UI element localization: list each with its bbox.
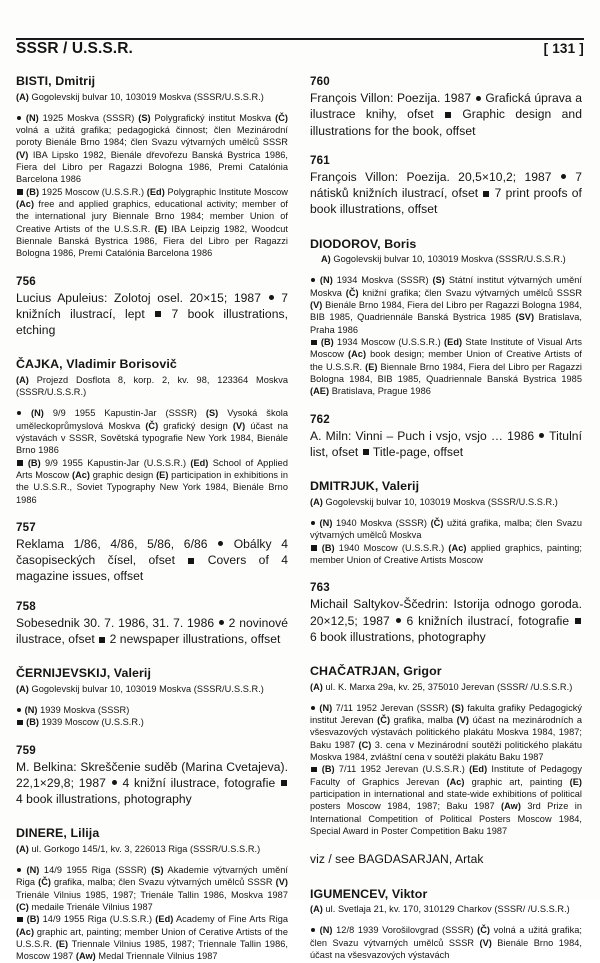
spacer — [16, 807, 288, 826]
address-label: (A) — [16, 374, 29, 385]
bullet-dot-icon — [17, 116, 21, 120]
spacer — [16, 506, 288, 520]
bio-czech-text: (N) 1940 Moskva (SSSR) (Č) užitá grafika, malba; člen Svazu výtvarných umělců Moskva — [310, 517, 582, 541]
work-description — [16, 759, 288, 808]
bullet-square-icon — [155, 311, 161, 317]
bio-english-text: (B) 9/9 1955 Kapustin-Jar (U.S.S.R.) (Ed) School of Applied Arts Moscow (Ac) graphic design (E) participation in exhibitions in the U.S.S.R., Soviet Typography New York 1984, Bienále Brno 1986 — [16, 457, 288, 505]
catalog-entry-person — [310, 237, 582, 398]
work-number: 756 — [16, 274, 36, 288]
work-title-cs: Reklama 1/86, 4/86, 5/86, 6/86 — [16, 536, 208, 551]
spacer — [310, 566, 582, 580]
work-description — [310, 90, 582, 139]
bio-english — [310, 542, 582, 567]
person-address — [310, 253, 582, 265]
spacer — [310, 837, 582, 851]
person-name: IGUMENCEV, Viktor — [310, 886, 428, 901]
catalog-entry-work — [310, 153, 582, 218]
bullet-square-icon — [17, 189, 23, 195]
work-detail-en: Graphic design and illustrations for the book, offset — [310, 107, 582, 138]
spacer — [16, 103, 288, 112]
page-number: [ 131 ] — [543, 41, 584, 56]
spacer — [310, 508, 582, 517]
bullet-square-icon — [17, 460, 23, 466]
address-text: Gogolevskij bulvar 10, 103019 Moskva (SSSR/U.S.S.R.) — [325, 496, 558, 507]
spacer — [310, 265, 582, 274]
spacer — [16, 585, 288, 599]
bio-czech — [310, 702, 582, 764]
person-name: ČERNIJEVSKIJ, Valerij — [16, 666, 152, 681]
bio-english — [16, 716, 288, 728]
person-name: DIODOROV, Boris — [310, 236, 417, 251]
address-label: (A) — [16, 843, 29, 854]
bio-english-text: (B) 7/11 1952 Jerevan (U.S.S.R.) (Ed) Institute of Pedagogy Faculty of Graphics Jerevan (Ac) graphic art, painting (E) participation in international and state-wide exhibitions of political posters Moscow 1984, 1987; Baku 1987 (Aw) 3rd Prize in International Competition of Political Posters Moscow 1984, Special Award in Poster Competition Baku 1987 — [310, 764, 582, 836]
address-text: Gogolevskij bulvar 10, 103019 Moskva (SSSR/U.S.S.R.) — [31, 91, 264, 102]
bio-czech-text: (N) 12/8 1939 Vorošilovgrad (SSSR) (Č) volná a užitá grafika; člen Svazu výtvarných umělců SSSR (V) Bienále Brno 1984, účast na všesvazových výstavách — [310, 925, 582, 960]
work-detail-cs: 2 novinové ilustrace, ofset — [16, 615, 289, 647]
page-header — [16, 41, 584, 63]
work-number: 763 — [310, 581, 330, 595]
bio-english-text: (B) 1940 Moscow (U.S.S.R.) (Ac) applied graphics, painting; member Union of Creative Artists Moscow — [310, 542, 583, 565]
catalog-entry-work — [310, 412, 582, 461]
bullet-square-icon — [281, 780, 287, 786]
bullet-dot-icon — [311, 521, 315, 525]
page-title: SSSR / U.S.S.R. — [16, 40, 133, 57]
catalog-entry-person — [310, 887, 582, 962]
bullet-square-icon — [188, 558, 194, 564]
address-label: A) — [321, 254, 331, 265]
spacer — [310, 645, 582, 664]
person-address — [16, 843, 288, 855]
bullet-dot-icon — [311, 706, 315, 710]
bullet-dot-icon — [539, 433, 544, 438]
person-address — [16, 91, 288, 103]
spacer — [310, 693, 582, 702]
address-label: (A) — [310, 681, 323, 692]
work-detail-cs: Obálky 4 časopiseckých čísel, ofset — [16, 536, 288, 568]
person-name: ČAJKA, Vladimir Borisovič — [16, 357, 177, 372]
work-description — [16, 536, 288, 585]
person-name: DINERE, Lilija — [16, 826, 100, 841]
bullet-square-icon — [17, 720, 23, 726]
bio-czech — [16, 112, 288, 186]
person-address — [310, 681, 582, 693]
bio-czech — [16, 407, 288, 456]
bullet-dot-icon — [17, 708, 21, 712]
catalog-entry-work — [16, 274, 288, 339]
person-address — [16, 374, 288, 398]
bio-czech — [310, 274, 582, 336]
right-column — [310, 74, 583, 960]
spacer — [310, 915, 582, 924]
catalog-entry-work — [310, 580, 582, 645]
person-address — [310, 903, 582, 915]
bullet-dot-icon — [269, 295, 274, 300]
bullet-dot-icon — [476, 96, 481, 101]
catalog-entry-person — [310, 664, 582, 837]
work-detail-cs: 7 knižních ilustrací, lept — [16, 290, 288, 321]
catalog-entry-person — [16, 357, 288, 505]
work-detail-cs: 6 knižních ilustrací, fotografie — [406, 613, 570, 628]
work-detail-en: Title-page, offset — [372, 444, 464, 459]
bullet-square-icon — [311, 340, 317, 346]
catalog-entry-person — [16, 826, 288, 962]
work-description — [16, 290, 288, 339]
bio-czech-text: (N) 14/9 1955 Riga (SSSR) (S) Akademie výtvarných umění Riga (Č) grafika, malba; člen Svazu výtvarných umělců SSSR (V) Trienále Vilnius 1985, 1987; Trienále Tallin 1986, Moskva 1987 (C) medaile Trienále Vilnius 1987 — [16, 865, 288, 913]
work-detail-en: 2 newspaper illustrations, offset — [109, 632, 281, 647]
bullet-dot-icon — [311, 278, 315, 282]
spacer — [16, 855, 288, 864]
work-detail-en: 7 book illustrations, etching — [16, 306, 288, 338]
bio-english-text: (B) 1939 Moscow (U.S.S.R.) — [26, 717, 144, 728]
bullet-square-icon — [575, 618, 581, 624]
bio-czech-text: (N) 7/11 1952 Jerevan (SSSR) (S) fakulta grafiky Pedagogický institut Jerevan (Č) grafika, malba (V) účast na mezinárodních a všesvazových výstavách politického plakátu Moskva 1984, 1987; Baku 1987 (C) 3. cena v Mezinárodní soutěži politického plakátu Moskva 1984, zvláštní cena v soutěži plakátu Baku 1987 — [310, 702, 582, 762]
bio-czech — [310, 517, 582, 542]
bullet-square-icon — [99, 637, 105, 643]
work-number: 757 — [16, 520, 36, 534]
spacer — [310, 460, 582, 479]
bio-czech-text: (N) 1925 Moskva (SSSR) (S) Polygrafický institut Moskva (Č) volná a užitá grafika; pedagogická činnost; člen Mezinárodní poroty Bienále Brno 1984; člen Svazu výtvarných umělců SSSR (V) IBA Lipsko 1982, Bienále dřevořezu Banská Bystrica 1986, Fiera del Libro per Ragazzi Bologna 1986, Premi Catalónia Barcelona 1986 — [16, 112, 288, 185]
bio-english-text: (B) 1925 Moscow (U.S.S.R.) (Ed) Polygraphic Institute Moscow (Ac) free and applied graphics, educational activity; member of the international jury Biennale Brno 1984; member Union of Creative Artists of the U.S.S.R. (E) IBA Leipzig 1982, Woodcut Biennale Banská Bystrica 1986, Fiera del Libro per Ragazzi Bologna 1986, Premi Catalónia Barcelona 1986 — [16, 186, 288, 259]
work-number: 761 — [310, 153, 330, 167]
address-label: (A) — [16, 683, 29, 694]
spacer — [16, 260, 288, 274]
address-text: Gogolevskij bulvar 10, 103019 Moskva (SSSR/U.S.S.R.) — [31, 683, 264, 694]
work-detail-cs: Titulní list, ofset — [310, 428, 582, 459]
spacer — [310, 218, 582, 237]
bullet-dot-icon — [561, 174, 566, 179]
spacer — [16, 398, 288, 407]
work-number: 762 — [310, 412, 330, 426]
bio-czech — [16, 864, 288, 913]
catalog-entry-work — [310, 74, 582, 139]
catalog-entry-person — [310, 479, 582, 566]
spacer — [16, 338, 288, 357]
work-detail-en: 6 book illustrations, photography — [310, 629, 486, 644]
bullet-square-icon — [311, 767, 317, 773]
bio-english — [310, 336, 582, 398]
bullet-dot-icon — [112, 780, 117, 785]
address-label: (A) — [310, 904, 323, 915]
catalog-entry-work — [16, 599, 288, 648]
address-text: ul. K. Marxa 29a, kv. 25, 375010 Jerevan (SSSR/ /U.S.S.R.) — [325, 681, 573, 692]
address-text: Gogolevskij bulvar 10, 103019 Moskva (SSSR/U.S.S.R.) — [333, 254, 566, 265]
bullet-square-icon — [17, 917, 23, 923]
bullet-square-icon — [311, 545, 317, 551]
bullet-dot-icon — [17, 411, 21, 415]
bio-czech — [16, 704, 288, 716]
spacer — [16, 729, 288, 743]
bio-english — [16, 913, 288, 962]
work-description — [16, 615, 288, 648]
work-detail-en: 4 book illustrations, photography — [16, 792, 192, 807]
work-detail-cs: 7 nátisků knižních ilustrací, ofset — [310, 169, 582, 201]
address-text: Projezd Dosflota 8, korp. 2, kv. 98, 123364 Moskva (SSSR/U.S.S.R.) — [16, 374, 288, 398]
work-title-cs: Sobesednik 30. 7. 1986, 31. 7. 1986 — [16, 615, 215, 630]
bio-english-text: (B) 14/9 1955 Riga (U.S.S.R.) (Ed) Academy of Fine Arts Riga (Ac) graphic art, painting; member Union of Cerative Artists of the U.S.S.R. (E) Triennale Vilnius 1985, 1987; Triennale Tallin 1986, Moscow 1987 (Aw) Medal Triennale Vilnius 1987 — [16, 914, 289, 962]
work-description — [310, 596, 582, 645]
work-description — [310, 428, 582, 461]
work-title-cs: François Villon: Poezija. 1987 — [310, 91, 472, 106]
work-title-cs: François Villon: Poezija. 20,5×10,2; 1987 — [310, 169, 552, 184]
address-label: (A) — [310, 496, 323, 507]
bio-czech-text: (N) 1934 Moskva (SSSR) (S) Státní institut výtvarných umění Moskva (Č) knižní grafika; člen Svazu výtvarných umělců SSSR (V) Bienále Brno 1984, Fiera del Libro per Ragazzi Bologna 1984, BIB 1985, Quadriennále Banská Bystrica 1985 (SV) Bratislava, Praha 1986 — [310, 275, 582, 335]
person-address — [16, 683, 288, 695]
work-title-cs: M. Belkina: Skreščenie suděb (Marina Cvetajeva). 22,1×29,8; 1987 — [16, 759, 288, 790]
bio-english — [16, 186, 288, 260]
work-detail-en: Covers of 4 magazine issues, offset — [16, 553, 288, 584]
catalog-entry-work — [16, 520, 288, 585]
spacer — [16, 695, 288, 704]
work-title-cs: Michail Saltykov-Ščedrin: Istorija odnogo goroda. 20×12,5; 1987 — [310, 597, 582, 628]
bullet-dot-icon — [17, 868, 21, 872]
spacer — [310, 398, 582, 412]
work-number: 760 — [310, 75, 330, 88]
bio-english — [16, 457, 288, 506]
catalog-entry-person — [16, 666, 288, 728]
bullet-dot-icon — [396, 618, 401, 623]
spacer — [310, 868, 582, 887]
address-text: ul. Svetlaja 21, kv. 170, 310129 Charkov (SSSR/ /U.S.S.R.) — [325, 904, 570, 915]
bio-czech-text: (N) 9/9 1955 Kapustin-Jar (SSSR) (S) Vysoká škola uměleckoprůmyslová Moskva (Č) grafický design (V) účast na výstavách v SSSR, Sovětská typografie New York 1984, Bienále Brno 1986 — [16, 408, 288, 456]
left-column — [16, 74, 289, 962]
work-description — [310, 169, 582, 218]
bio-english — [310, 763, 582, 837]
catalog-entry-work — [16, 743, 288, 808]
spacer — [16, 647, 288, 666]
bullet-square-icon — [363, 449, 369, 455]
bullet-dot-icon — [218, 541, 223, 546]
catalog-entry-person — [16, 74, 288, 260]
bullet-square-icon — [483, 191, 489, 197]
bullet-square-icon — [445, 112, 451, 118]
person-name: DMITRJUK, Valerij — [310, 479, 420, 494]
work-number: 759 — [16, 743, 36, 757]
person-name: CHAČATRJAN, Grigor — [310, 664, 442, 679]
two-column-body — [16, 74, 584, 962]
bullet-dot-icon — [311, 928, 315, 932]
address-text: ul. Gorkogo 145/1, kv. 3, 226013 Riga (SSSR/U.S.S.R.) — [31, 843, 261, 854]
work-title-cs: Lucius Apuleius: Zolotoj osel. 20×15; 1987 — [16, 290, 261, 305]
bullet-dot-icon — [219, 620, 224, 625]
address-label: (A) — [16, 91, 29, 102]
person-address — [310, 496, 582, 508]
work-detail-cs: 4 knižní ilustrace, fotografie — [122, 775, 276, 790]
bio-czech-text: (N) 1939 Moskva (SSSR) — [24, 704, 130, 715]
person-name: BISTI, Dmitrij — [16, 74, 96, 88]
work-detail-cs: Grafická úprava a ilustrace knihy, ofset — [310, 91, 582, 122]
work-detail-en: 7 print proofs of book illustrations, offset — [310, 186, 582, 217]
bio-czech — [310, 924, 582, 961]
work-title-cs: A. Miln: Vinni – Puch i vsjo, vsjo … 1986 — [310, 428, 535, 443]
work-number: 758 — [16, 599, 36, 613]
spacer — [310, 139, 582, 153]
cross-reference[interactable]: viz / see BAGDASARJAN, Artak — [310, 852, 484, 867]
bio-english-text: (B) 1934 Moscow (U.S.S.R.) (Ed) State Institute of Visual Arts Moscow (Ac) book design; member Union of Creative Artists of the U.S.S.R. (E) Biennale Brno 1984, Fiera del Libro per Ragazzi Bologna 1984, BIB 1985, Quadriennale Banská Bystrica 1985 (AE) Bratislava, Prague 1986 — [310, 337, 583, 397]
